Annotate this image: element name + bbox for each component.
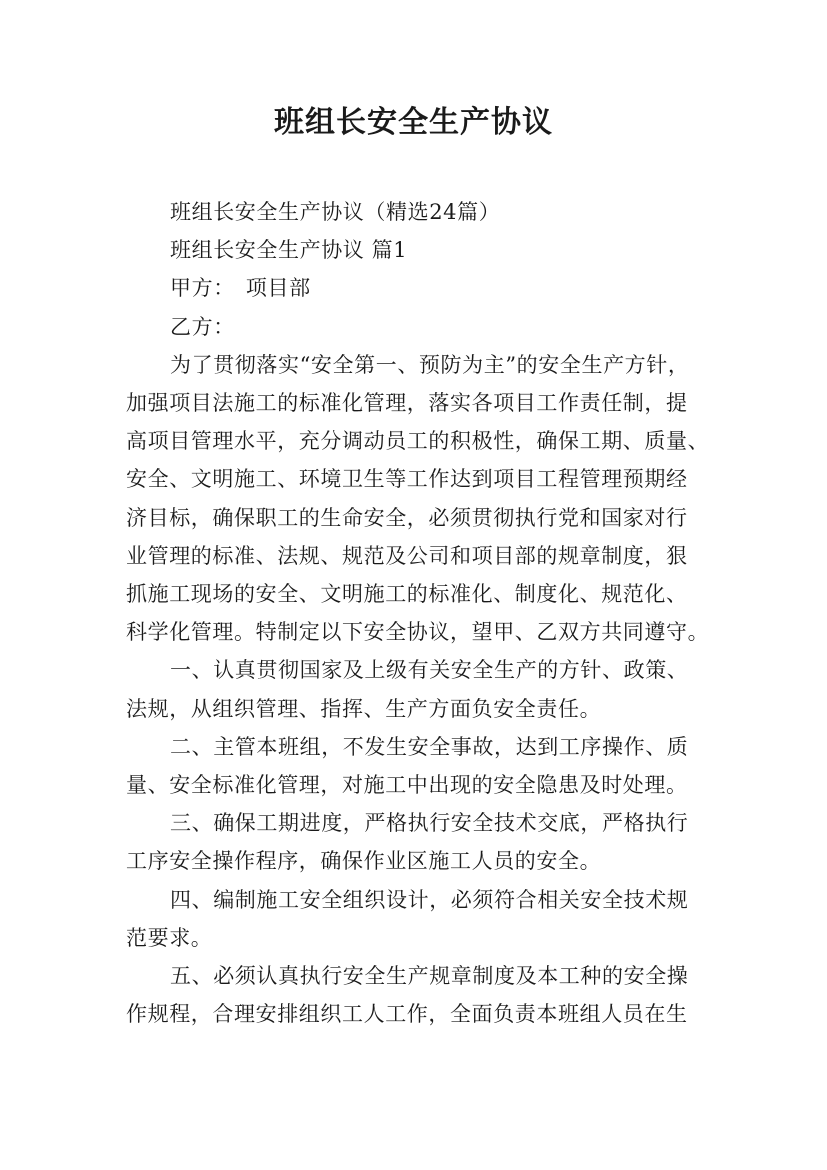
paragraph-line: 加强项目法施工的标准化管理，落实各项目工作责任制，提	[126, 391, 688, 416]
paragraph-line: 济目标，确保职工的生命安全，必须贯彻执行党和国家对行	[126, 505, 688, 530]
clause-line: 作规程，合理安排组织工人工作，全面负责本班组人员在生	[126, 1002, 688, 1027]
clause-line: 范要求。	[126, 925, 213, 950]
paragraph-line: 为了贯彻落实“安全第一、预防为主”的安全生产方针，	[170, 352, 690, 377]
clause-line: 量、安全标准化管理，对施工中出现的安全隐患及时处理。	[126, 773, 688, 798]
clause-line: 三、确保工期进度，严格执行安全技术交底，严格执行	[170, 811, 689, 836]
subtitle-line: 班组长安全生产协议（精选24篇）	[170, 200, 501, 224]
document-body	[126, 193, 716, 1033]
party-a-line: 甲方： 项目部	[170, 276, 311, 301]
clause-line: 五、必须认真执行安全生产规章制度及本工种的安全操	[170, 964, 689, 989]
paragraph-line: 抓施工现场的安全、文明施工的标准化、制度化、规范化、	[126, 582, 688, 607]
clause-line: 一、认真贯彻国家及上级有关安全生产的方针、政策、	[170, 658, 689, 683]
clause-line: 工序安全操作程序，确保作业区施工人员的安全。	[126, 849, 602, 874]
paragraph-line: 高项目管理水平，充分调动员工的积极性，确保工期、质量、	[126, 429, 710, 454]
clause-line: 法规，从组织管理、指挥、生产方面负安全责任。	[126, 696, 602, 721]
paragraph-line: 科学化管理。特制定以下安全协议，望甲、乙双方共同遵守。	[126, 620, 710, 645]
paragraph-line: 业管理的标准、法规、规范及公司和项目部的规章制度，狠	[126, 543, 688, 568]
section-heading: 班组长安全生产协议 篇1	[170, 238, 408, 263]
document-title: 班组长安全生产协议	[274, 105, 553, 140]
clause-line: 四、编制施工安全组织设计，必须符合相关安全技术规	[170, 887, 689, 912]
clause-line: 二、主管本班组，不发生安全事故，达到工序操作、质	[170, 734, 689, 759]
paragraph-line: 安全、文明施工、环境卫生等工作达到项目工程管理预期经	[126, 467, 688, 492]
party-b-line: 乙方：	[170, 314, 235, 339]
